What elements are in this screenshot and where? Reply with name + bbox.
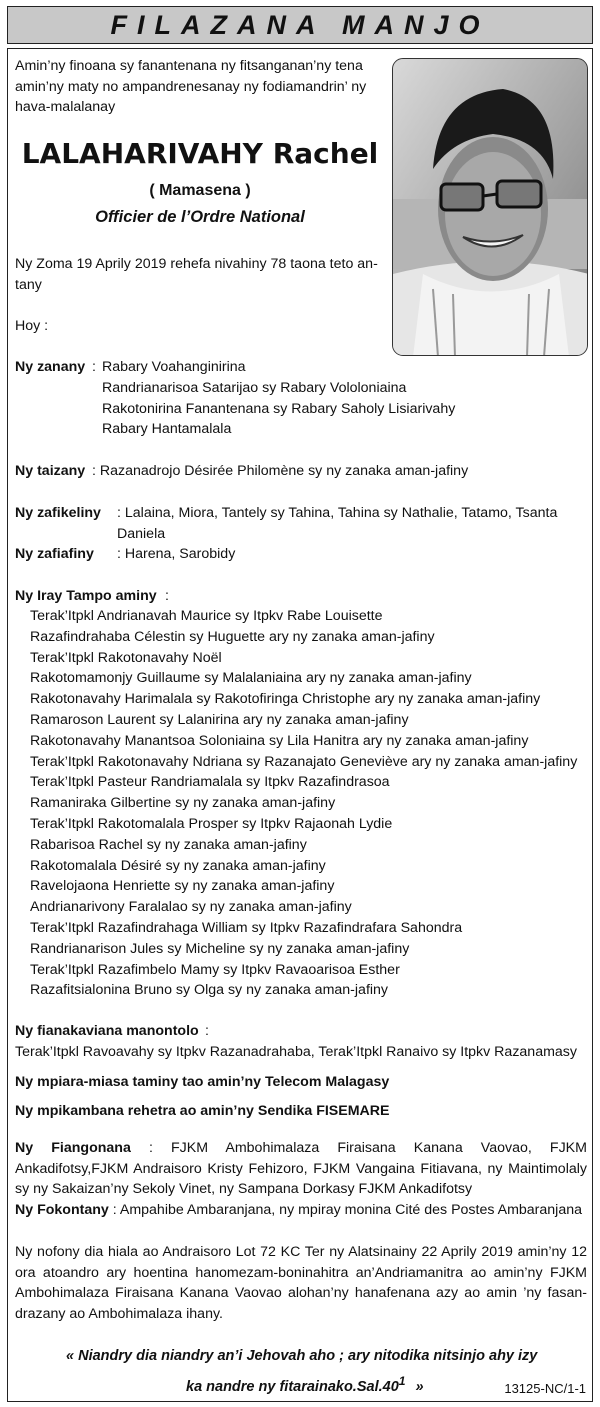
quote-superscript: 1	[398, 1374, 406, 1388]
quote-line-2	[186, 1374, 424, 1395]
fokontany-text: : Ampahibe Ambaranjana, ny mpiray monina Cité des Postes Ambaranjana	[112, 1202, 583, 1218]
iray-tampo-colon: :	[165, 588, 169, 604]
fianakaviana-text: Terak’Itpkl Ravoavahy sy Itpkv Razanadrahaba, Terak’Itpkl Ranaivo sy Itpkv Razanamasy	[15, 1044, 577, 1060]
death-notice: Ny Zoma 19 Aprily 2019 rehefa nivahiny 78 taona teto an-tany	[15, 256, 378, 293]
quote-end: »	[415, 1378, 424, 1395]
list-item: Razafitsialonina Bruno sy Olga sy ny zanaka aman-jafiny	[30, 982, 389, 999]
list-item: Terak’Itpkl Razafindrahaga William sy Itpkv Razafindrafara Sahondra	[30, 919, 463, 936]
list-item: Andrianarivony Faralalao sy ny zanaka aman-jafiny	[30, 899, 352, 916]
list-item: Ramaniraka Gilbertine sy ny zanaka aman-jafiny	[30, 795, 336, 812]
burial-info: Ny nofony dia hiala ao Andraisoro Lot 72 KC Ter ny Alatsinainy 22 Aprily 2019 amin’ny 12 ora atoandro ary hoentina hanomezam-boninahitra an’Andriamanitra ao amin’ny FJKM Ambohimalaza Firaisana Kanana Vaovao alohan’ny hanafenana azy ao amin ’ny fasan-drazany ao Ambohimalaza ihany.	[15, 1244, 587, 1322]
reference-number: 13125-NC/1-1	[504, 1381, 586, 1396]
list-item: Rabarisoa Rachel sy ny zanaka aman-jafiny	[30, 836, 307, 853]
zanany-label: Ny zanany	[15, 359, 86, 375]
fiangonana-block	[15, 1138, 587, 1200]
hoy-label: Hoy :	[15, 318, 49, 334]
sendika-line: Ny mpikambana rehetra ao amin’ny Sendika FISEMARE	[15, 1103, 390, 1119]
intro-text: Amin’ny finoana sy fanantenana ny fitsanganan’ny tena amin’ny maty no ampandrenesanay ny fodiamandrin’ ny hava-malalanay	[15, 58, 367, 115]
list-item: Rakotonavahy Manantsoa Soloniaina sy Lila Hanitra ary ny zanaka aman-jafiny	[30, 732, 529, 749]
list-item: Randrianarison Jules sy Micheline sy ny zanaka aman-jafiny	[30, 940, 410, 957]
taizany-label: Ny taizany	[15, 463, 86, 479]
list-item: Rakotonirina Fanantenana sy Rabary Saholy Lisiarivahy	[102, 400, 456, 417]
list-item: Terak’Itpkl Rakotomalala Prosper sy Itpkv Rajaonah Lydie	[30, 815, 393, 832]
iray-tampo-list	[30, 606, 577, 1001]
taizany-text: : Razanadrojo Désirée Philomène sy ny zanaka aman-jafiny	[92, 463, 469, 479]
list-item: Rabary Voahanginirina	[102, 359, 246, 375]
list-item: Ramaroson Laurent sy Lalanirina ary ny zanaka aman-jafiny	[30, 711, 409, 728]
quote-line-1: « Niandry dia niandry an’i Jehovah aho ; ary nitodika nitsinjo ahy izy	[66, 1348, 538, 1364]
fiangonana-label: Ny Fiangonana	[15, 1140, 131, 1156]
list-item: Ravelojaona Henriette sy ny zanaka aman-jafiny	[30, 878, 335, 895]
deceased-nickname: ( Mamasena )	[149, 182, 251, 199]
zanany-list	[102, 357, 455, 440]
zafiafiny-text: : Harena, Sarobidy	[117, 546, 236, 562]
list-item: Rabary Hantamalala	[102, 421, 232, 438]
portrait-photo	[392, 58, 588, 356]
telecom-line: Ny mpiara-miasa taminy tao amin’ny Telecom Malagasy	[15, 1074, 390, 1090]
list-item: Terak’Itpkl Pasteur Randriamalala sy Itpkv Razafindrasoa	[30, 774, 390, 791]
deceased-honor: Officier de l’Ordre National	[95, 208, 305, 226]
zafikeliny-label: Ny zafikeliny	[15, 505, 101, 521]
list-item: Rakotonavahy Harimalala sy Rakotofiringa Christophe ary ny zanaka aman-jafiny	[30, 691, 541, 708]
list-item: Terak’Itpkl Rakotonavahy Ndriana sy Razanajato Geneviève ary ny zanaka aman-jafiny	[30, 753, 578, 770]
zafiafiny-label: Ny zafiafiny	[15, 546, 94, 562]
deceased-name: LALAHARIVAHY Rachel	[21, 137, 379, 170]
fokontany-label: Ny Fokontany	[15, 1202, 109, 1218]
list-item: Terak’Itpkl Andrianavah Maurice sy Itpkv Rabe Louisette	[30, 608, 383, 624]
fianakaviana-label: Ny fianakaviana manontolo	[15, 1023, 199, 1039]
list-item: Terak’Itpkl Rakotonavahy Noël	[30, 649, 222, 666]
list-item: Randrianarisoa Satarijao sy Rabary Vololoniaina	[102, 379, 407, 396]
fiangonana-text: : FJKM Ambohimalaza Firaisana Kanana Vaovao, FJKM Ankadifotsy,FJKM Andraisoro Kristy Fehizoro, FJKM Vangaina Fitiavana, ny Maintimolaly sy ny Sakaizan’ny Sekoly Vinet, ny Sampana Dorkasy FJKM Ankadifotsy	[15, 1140, 587, 1197]
list-item: Rakotomamonjy Guillaume sy Malalaniaina ary ny zanaka aman-jafiny	[30, 670, 472, 687]
iray-tampo-label: Ny Iray Tampo aminy	[15, 588, 157, 604]
quote-text: ka nandre ny fitarainako.Sal.40	[186, 1378, 399, 1395]
list-item: Rakotomalala Désiré sy ny zanaka aman-jafiny	[30, 857, 326, 874]
page-title: FILAZANA MANJO	[7, 6, 593, 44]
fianakaviana-colon: :	[205, 1023, 209, 1039]
zafikeliny-text: : Lalaina, Miora, Tantely sy Tahina, Tahina sy Nathalie, Tatamo, Tsanta Daniela	[117, 505, 558, 542]
list-item: Razafindrahaba Célestin sy Huguette ary ny zanaka aman-jafiny	[30, 628, 435, 645]
fokontany-block	[15, 1200, 587, 1221]
zanany-colon: :	[92, 359, 96, 375]
list-item: Terak’Itpkl Razafimbelo Mamy sy Itpkv Ravaoarisoa Esther	[30, 961, 400, 978]
